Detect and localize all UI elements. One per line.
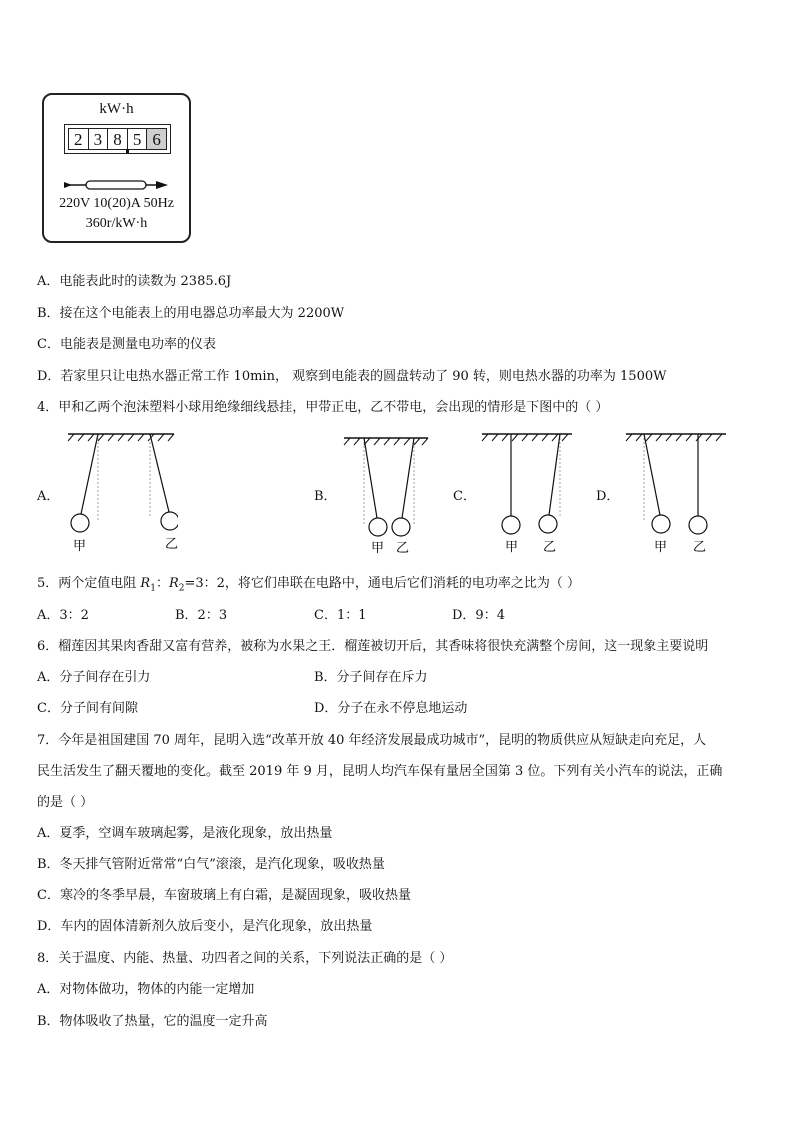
q7-option-b: B．冬天排气管附近常常“白气”滚滚，是汽化现象，吸收热量 <box>37 857 385 872</box>
meter-spec-rating: 220V 10(20)A 50Hz <box>59 196 174 211</box>
ball-label-yi: 乙 <box>543 540 557 555</box>
q3-option-b: B．接在这个电能表上的用电器总功率最大为 2200W <box>37 306 345 321</box>
meter-digit: 8 <box>108 129 128 149</box>
ball-label-yi: 乙 <box>165 537 178 552</box>
meter-decimal-point <box>126 149 129 153</box>
meter-digit-decimal: 6 <box>147 129 166 149</box>
q7-option-c: C．寒冷的冬季早晨，车窗玻璃上有白霜，是凝固现象，吸收热量 <box>37 888 411 903</box>
ball-label-jia: 甲 <box>371 541 385 556</box>
meter-spec-constant: 360r/kW·h <box>85 216 148 231</box>
q6-option-c: C．分子间有间隙 <box>37 701 138 716</box>
q7-option-a: A．夏季，空调车玻璃起雾，是液化现象，放出热量 <box>37 826 333 841</box>
q4-fig-label-d: D． <box>596 489 620 504</box>
q3-option-c: C．电能表是测量电功率的仪表 <box>37 337 216 352</box>
meter-digit: 5 <box>128 129 148 149</box>
meter-disc-icon <box>62 177 174 193</box>
q4-fig-label-b: B． <box>314 489 337 504</box>
q4-figure-b <box>342 434 432 559</box>
q3-option-d: D．若家里只让电热水器正常工作 10min， 观察到电能表的圆盘转动了 90 转，则电热水器的功率为 1500W <box>37 369 667 384</box>
electric-meter-figure <box>42 93 191 243</box>
meter-digit: 2 <box>69 129 89 149</box>
q7-stem-line2: 民生活发生了翻天覆地的变化。截至 2019 年 9 月，昆明人均汽车保有量居全国第 3 位。下列有关小汽车的说法，正确 <box>37 764 723 779</box>
q6-option-a: A．分子间存在引力 <box>37 670 151 685</box>
meter-digit: 3 <box>89 129 109 149</box>
q8-option-a: A．对物体做功，物体的内能一定增加 <box>37 982 255 997</box>
q8-stem: 8．关于温度、内能、热量、功四者之间的关系，下列说法正确的是（ ） <box>37 951 453 966</box>
q5-option-c: C．1：1 <box>314 608 367 623</box>
ball-label-jia: 甲 <box>73 539 87 554</box>
q6-option-d: D．分子在永不停息地运动 <box>314 701 468 716</box>
q6-option-b: B．分子间存在斥力 <box>314 670 428 685</box>
q7-stem-line3: 的是（ ） <box>37 795 94 810</box>
q4-figure-d <box>624 430 729 555</box>
q4-stem: 4．甲和乙两个泡沫塑料小球用绝缘细线悬挂，甲带正电，乙不带电，会出现的情形是下图中的（ ） <box>37 400 609 415</box>
q3-option-a: A．电能表此时的读数为 2385.6J <box>37 274 232 289</box>
ball-label-jia: 甲 <box>654 540 668 555</box>
ball-label-jia: 甲 <box>505 540 519 555</box>
q4-fig-label-a: A． <box>37 489 60 504</box>
q7-option-d: D．车内的固体清新剂久放后变小，是汽化现象，放出热量 <box>37 919 373 934</box>
q8-option-b: B．物体吸收了热量，它的温度一定升高 <box>37 1014 268 1029</box>
q5-option-d: D．9：4 <box>452 608 505 623</box>
q4-figure-a <box>66 430 178 555</box>
ball-label-yi: 乙 <box>396 541 410 556</box>
q4-figure-c <box>480 430 575 555</box>
ball-label-yi: 乙 <box>693 540 707 555</box>
q4-fig-label-c: C． <box>453 489 476 504</box>
q7-stem-line1: 7．今年是祖国建国 70 周年，昆明入选“改革开放 40 年经济发展最成功城市”，昆明的物质供应从短缺走向充足，人 <box>37 733 707 748</box>
q5-option-a: A．3：2 <box>37 608 89 623</box>
q5-stem: 5．两个定值电阻 $R_1$：$R_2=3$：2，将它们串联在电路中，通电后它们消耗的电功率之比为（ ） <box>37 576 581 594</box>
q6-stem: 6．榴莲因其果肉香甜又富有营养，被称为水果之王．榴莲被切开后，其香味将很快充满整个房间，这一现象主要说明 <box>37 639 709 654</box>
meter-digit-window <box>64 124 171 154</box>
meter-unit: kW·h <box>99 101 134 117</box>
q5-option-b: B．2：3 <box>175 608 228 623</box>
